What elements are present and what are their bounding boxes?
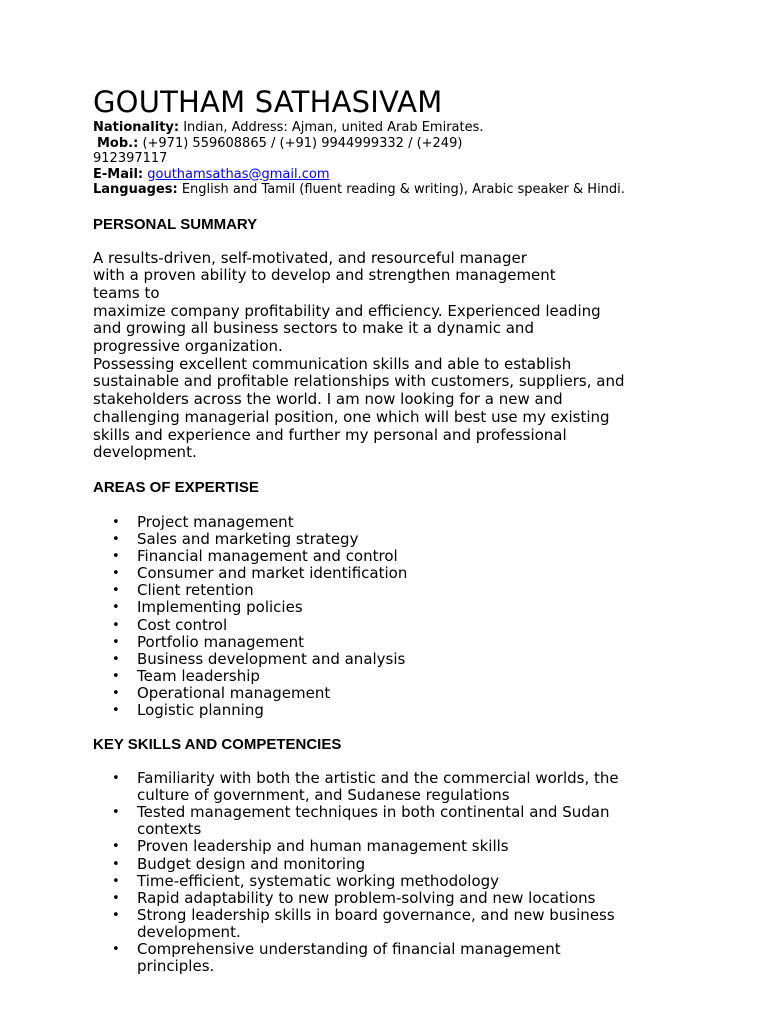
key-skills-list [93, 770, 733, 975]
list-item-line: • Time-efficient, systematic working methodology [137, 871, 500, 890]
mobile-line-2: 912397117 [93, 151, 168, 166]
list-item: • Operational management [93, 685, 733, 702]
list-item-line: • Strong leadership skills in board governance, and new business [137, 905, 615, 924]
summary-line: challenging managerial position, one which will best use my existing [93, 407, 610, 426]
summary-line: stakeholders across the world. I am now looking for a new and [93, 390, 563, 409]
list-item: • Client retention [93, 582, 733, 599]
languages-value: English and Tamil (fluent reading & writing), Arabic speaker & Hindi. [177, 182, 625, 197]
personal-summary-title: PERSONAL SUMMARY [93, 215, 258, 233]
summary-line: Possessing excellent communication skills and able to establish [93, 354, 572, 373]
personal-summary-text [93, 250, 733, 462]
expertise-list [93, 514, 733, 719]
list-item-line: • Comprehensive understanding of financial management [137, 940, 561, 958]
list-item [93, 838, 733, 855]
list-item: • Team leadership [93, 668, 733, 685]
resume-page [93, 84, 733, 975]
email-line [93, 167, 733, 183]
list-item-line: principles. [137, 957, 215, 976]
list-item [93, 941, 733, 975]
list-item [93, 890, 733, 907]
summary-line: development. [93, 443, 197, 462]
list-item [93, 770, 733, 804]
summary-line: with a proven ability to develop and strengthen management [93, 266, 556, 285]
summary-line: progressive organization. [93, 337, 283, 356]
list-item: • Sales and marketing strategy [93, 531, 733, 548]
list-item: • Financial management and control [93, 548, 733, 565]
mobile-label: Mob.: [97, 135, 139, 151]
mobile-value: (+971) 559608865 / (+91) 9944999332 / (+249) [138, 135, 463, 151]
list-item: • Consumer and market identification [93, 565, 733, 582]
summary-line: and growing all business sectors to make it a dynamic and [93, 319, 534, 338]
list-item [93, 907, 733, 941]
list-item: • Portfolio management [93, 634, 733, 651]
languages-label: Languages: [93, 182, 178, 197]
list-item [93, 873, 733, 890]
list-item [93, 804, 733, 838]
list-item-line: • Budget design and monitoring [137, 854, 366, 873]
list-item-line: culture of government, and Sudanese regulations [137, 786, 510, 805]
list-item: • Project management [93, 514, 733, 531]
mobile-line [93, 136, 733, 152]
nationality-value: Indian, Address: Ajman, united Arab Emirates. [179, 120, 484, 135]
list-item: • Business development and analysis [93, 651, 733, 668]
list-item: • Implementing policies [93, 599, 733, 616]
list-item-line: contexts [137, 820, 202, 839]
email-link[interactable]: gouthamsathas@gmail.com [147, 166, 330, 182]
list-item-line: development. [137, 922, 241, 941]
list-item: • Logistic planning [93, 702, 733, 719]
summary-line: A results-driven, self-motivated, and resourceful manager [93, 248, 527, 267]
summary-line: sustainable and profitable relationships with customers, suppliers, and [93, 372, 625, 391]
list-item-line: • Tested management techniques in both continental and Sudan [137, 803, 610, 822]
languages-line [93, 182, 733, 198]
summary-line: skills and experience and further my personal and professional [93, 425, 567, 444]
key-skills-title: KEY SKILLS AND COMPETENCIES [93, 736, 342, 754]
areas-of-expertise-title: AREAS OF EXPERTISE [93, 478, 259, 496]
summary-line: maximize company profitability and efficiency. Experienced leading [93, 301, 601, 320]
nationality-label: Nationality: [93, 120, 180, 135]
list-item: • Cost control [93, 617, 733, 634]
candidate-name: GOUTHAM SATHASIVAM [93, 85, 443, 119]
nationality-line [93, 120, 733, 136]
list-item [93, 856, 733, 873]
list-item-line: • Familiarity with both the artistic and the commercial worlds, the [137, 769, 619, 788]
email-label: E-Mail: [93, 166, 144, 182]
list-item-line: • Proven leadership and human management skills [137, 837, 509, 856]
contact-block [93, 120, 733, 198]
list-item-line: • Rapid adaptability to new problem-solving and new locations [137, 888, 596, 907]
summary-line: teams to [93, 283, 160, 302]
